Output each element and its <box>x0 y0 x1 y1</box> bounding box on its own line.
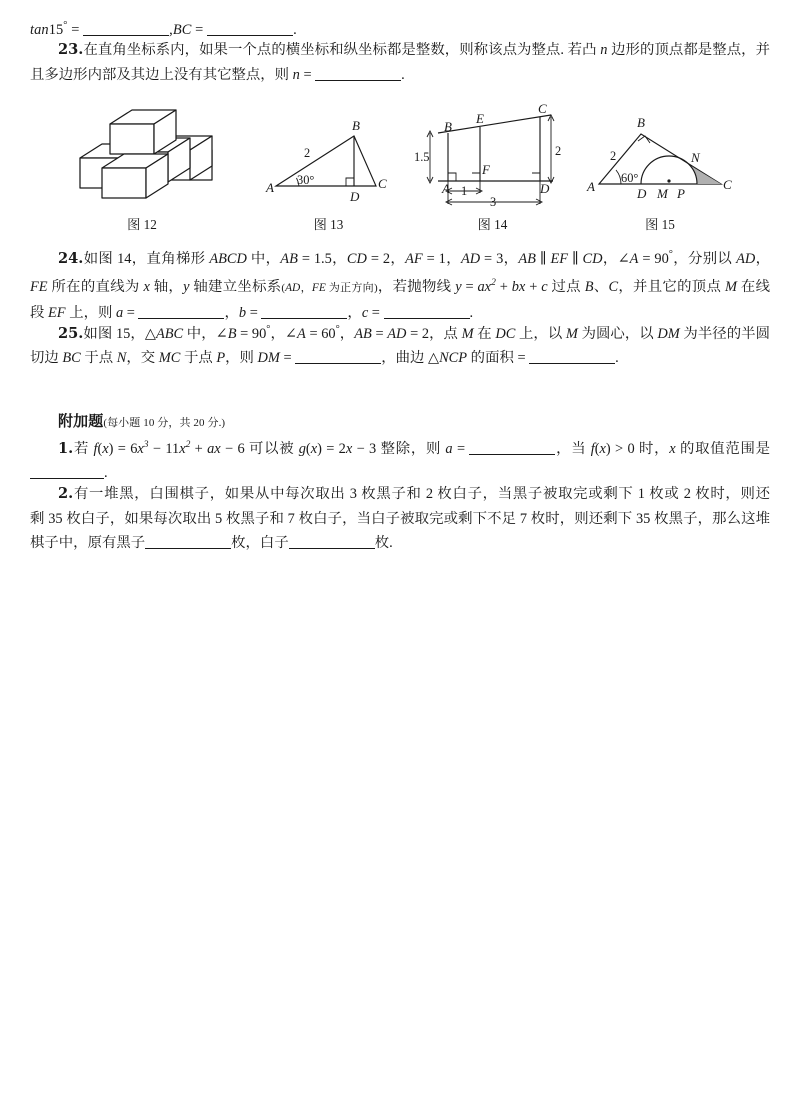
question-25: 25.如图 15，△ABC 中，∠B = 90°，∠A = 60°，AB = AD = 2，点 M 在 DC 上，以 M 为圆心，以 DM 为半径的半圆切边 BC 于点 N，交 MC 于点 P，则 DM = ，曲边 △NCP 的面积 = . <box>30 324 770 367</box>
figure-13-angle-30: 30° <box>297 173 315 187</box>
question-23: 23.在直角坐标系内，如果一个点的横坐标和纵坐标都是整数，则称该点为整点. 若凸 n 边形的顶点都是整点，并且多边形内部及其边上没有其它整点，则 n = . <box>30 41 770 83</box>
bonus-item-2: 2.有一堆黑，白围棋子，如果从中每次取出 3 枚黑子和 2 枚白子，当黑子被取完或剩下 1 枚或 2 枚时，则还剩 35 枚白子，如果每次取出 5 枚黑子和 7 枚白子，当白子被取完或剩下不足 7 枚时，则还剩下 35 枚黑子，那么这堆棋子中，原有黑子 枚，白子 枚. <box>30 485 770 551</box>
blank-tan15[interactable] <box>83 35 169 36</box>
figure-13-side-2: 2 <box>304 146 311 160</box>
blank-bonus-a[interactable] <box>469 454 555 455</box>
tan-label: tan <box>30 21 49 38</box>
figure-14-label-B: B <box>444 119 452 134</box>
figure-15-label-A: A <box>587 179 595 194</box>
blank-white-count[interactable] <box>289 548 375 549</box>
blank-dm[interactable] <box>295 363 381 364</box>
figure-13 <box>266 108 391 208</box>
figure-14-caption: 图 14 <box>477 217 508 232</box>
figure-15-label-C: C <box>723 177 732 192</box>
figure-15 <box>585 106 735 206</box>
figure-14-label-C: C <box>538 101 547 116</box>
bonus-2-number: 2. <box>58 485 74 502</box>
blank-black-count[interactable] <box>145 548 231 549</box>
figure-14-dim-1: 1 <box>461 184 468 198</box>
figure-13-label-A: A <box>266 180 274 195</box>
figure-15-caption: 图 15 <box>645 217 675 232</box>
figure-15-side-2: 2 <box>610 149 617 163</box>
figure-14-label-D: D <box>540 181 550 196</box>
figure-15-angle-60: 60° <box>621 171 639 185</box>
top-continuation-line: tan15° = ,BC = . <box>30 20 297 38</box>
figure-15-label-P: P <box>677 186 685 201</box>
figure-14-dim-1p5: 1.5 <box>414 150 430 164</box>
figure-14-dim-3: 3 <box>490 195 497 209</box>
blank-n[interactable] <box>315 80 401 81</box>
figure-15-label-D: D <box>637 186 647 201</box>
figure-12 <box>72 106 212 206</box>
bonus-subtitle: (每小题 10 分，共 20 分.) <box>103 417 226 429</box>
figure-14-dim-2: 2 <box>555 144 562 158</box>
figure-13-caption: 图 13 <box>313 217 344 232</box>
blank-bc[interactable] <box>207 35 293 36</box>
figure-14 <box>414 101 565 213</box>
figure-13-label-C: C <box>378 176 387 191</box>
figure-14-label-E: E <box>476 111 484 126</box>
question-23-number: 23. <box>58 41 84 58</box>
figure-14-label-A: A <box>442 181 450 196</box>
bonus-heading <box>58 409 225 435</box>
blank-area-ncp[interactable] <box>529 363 615 364</box>
bonus-1-number: 1. <box>58 439 74 457</box>
figure-15-label-B: B <box>637 115 645 130</box>
figure-13-label-D: D <box>350 189 360 204</box>
figure-12-caption: 图 12 <box>127 217 157 232</box>
question-25-number: 25. <box>58 324 84 342</box>
figure-15-label-N: N <box>691 150 700 165</box>
bonus-item-1: 1.若 $f(x) = 6x^3 - 11x^2$ + ax − 6 可以被 g(x) = 2x − 3 整除，则 a = ，当 f(x) > 0 时，x 的取值范围是. <box>30 433 770 486</box>
figure-14-label-F: F <box>482 162 490 177</box>
question-24: 24.如图 14，直角梯形 ABCD 中，AB = 1.5，CD = 2，AF = 1，AD = 3，AB ∥ EF ∥ CD，∠A = 90°，分别以 AD，FE 所在的直线为 x 轴，y 轴建立坐标系(AD，FE 为正方向)，若抛物线 $y = ax^2$ + bx + c 过点 B、C，并且它的顶点 M 在线段 EF 上，则 a = ，b = ，c = . <box>30 249 770 321</box>
blank-bonus-range[interactable] <box>30 478 104 479</box>
question-24-number: 24. <box>58 249 84 267</box>
figure-15-label-M: M <box>657 186 668 201</box>
figure-13-label-B: B <box>352 118 360 133</box>
bonus-title: 附加题 <box>58 412 104 430</box>
